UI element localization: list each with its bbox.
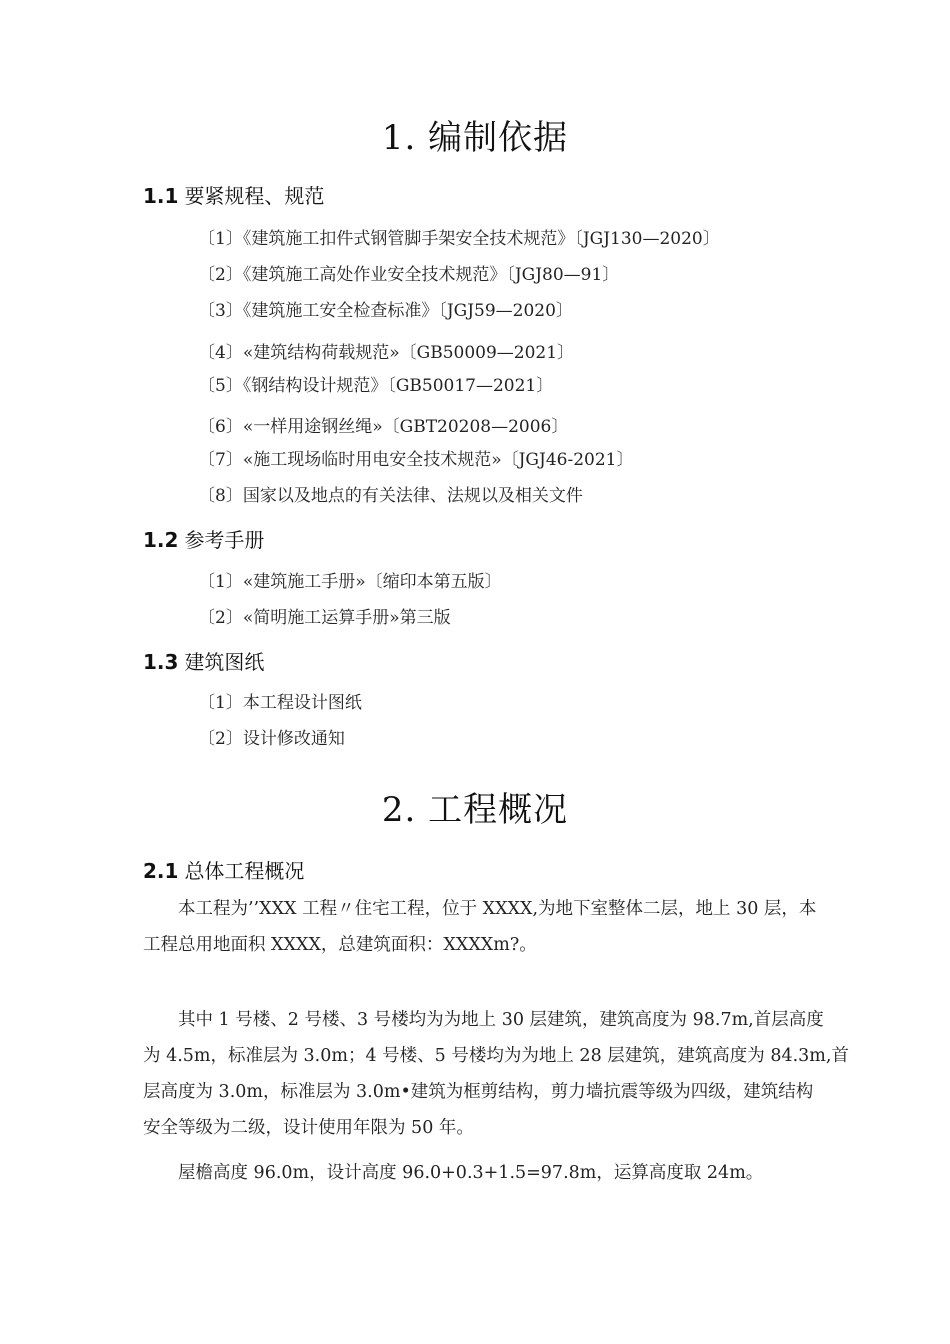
chapter-2-title: 2. 工程概况: [381, 790, 569, 830]
paragraph-line: 层高度为 3.0m，标准层为 3.0m•建筑为框剪结构，剪力墙抗震等级为四级，建筑结构: [143, 1082, 814, 1102]
paragraph-line: 屋檐高度 96.0m，设计高度 96.0+0.3+1.5=97.8m，运算高度取 24m。: [143, 1163, 764, 1183]
paragraph-line: 工程总用地面积 XXXX，总建筑面积：XXXXm?。: [143, 935, 537, 955]
reference-item: 〔8〕国家以及地点的有关法律、法规以及相关文件: [198, 486, 583, 506]
reference-item: 〔6〕«一样用途钢丝绳»〔GBT20208—2006〕: [198, 417, 569, 437]
section-number: 1.3: [143, 650, 179, 674]
section-title: 要紧规程、规范: [184, 184, 325, 208]
reference-item: 〔7〕«施工现场临时用电安全技术规范»〔JGJ46-2021〕: [198, 450, 634, 470]
paragraph-line: 其中 1 号楼、2 号楼、3 号楼均为为地上 30 层建筑，建筑高度为 98.7m,首层高度: [143, 1010, 824, 1030]
reference-item: 〔5〕《钢结构设计规范》〔GB50017—2021〕: [198, 376, 554, 396]
section-title: 建筑图纸: [184, 650, 265, 674]
reference-item: 〔1〕《建筑施工扣件式钢管脚手架安全技术规范》〔JGJ130—2020〕: [198, 229, 720, 249]
paragraph-line: 本工程为’’XXX 工程〃住宅工程，位于 XXXX,为地下室整体二层，地上 30 层，本: [143, 899, 817, 919]
section-1-3-heading: [143, 646, 264, 675]
section-number: 2.1: [143, 859, 179, 883]
section-number: 1.1: [143, 184, 179, 208]
reference-item: 〔3〕《建筑施工安全检查标准》〔JGJ59—2020〕: [198, 301, 573, 321]
section-title: 总体工程概况: [184, 859, 305, 883]
section-number: 1.2: [143, 528, 179, 552]
section-1-1-heading: [143, 180, 324, 209]
reference-item: 〔2〕«简明施工运算手册»第三版: [198, 608, 451, 628]
chapter-1-title: 1. 编制依据: [381, 118, 569, 158]
reference-item: 〔2〕《建筑施工高处作业安全技术规范》〔JGJ80—91〕: [198, 265, 620, 285]
body-paragraph: [143, 1002, 853, 1146]
body-paragraph: [143, 1155, 853, 1191]
section-2-1-heading: [143, 855, 304, 884]
body-paragraph: [143, 891, 853, 963]
reference-item: 〔1〕«建筑施工手册»〔缩印本第五版〕: [198, 572, 502, 592]
reference-item: 〔1〕本工程设计图纸: [198, 693, 362, 713]
reference-item: 〔2〕设计修改通知: [198, 729, 345, 749]
section-1-2-heading: [143, 524, 264, 553]
paragraph-line: 为 4.5m，标准层为 3.0m；4 号楼、5 号楼均为为地上 28 层建筑，建筑高度为 84.3m,首: [143, 1046, 849, 1066]
reference-item: 〔4〕«建筑结构荷载规范»〔GB50009—2021〕: [198, 343, 575, 363]
paragraph-line: 安全等级为二级，设计使用年限为 50 年。: [143, 1118, 474, 1138]
section-title: 参考手册: [184, 528, 265, 552]
